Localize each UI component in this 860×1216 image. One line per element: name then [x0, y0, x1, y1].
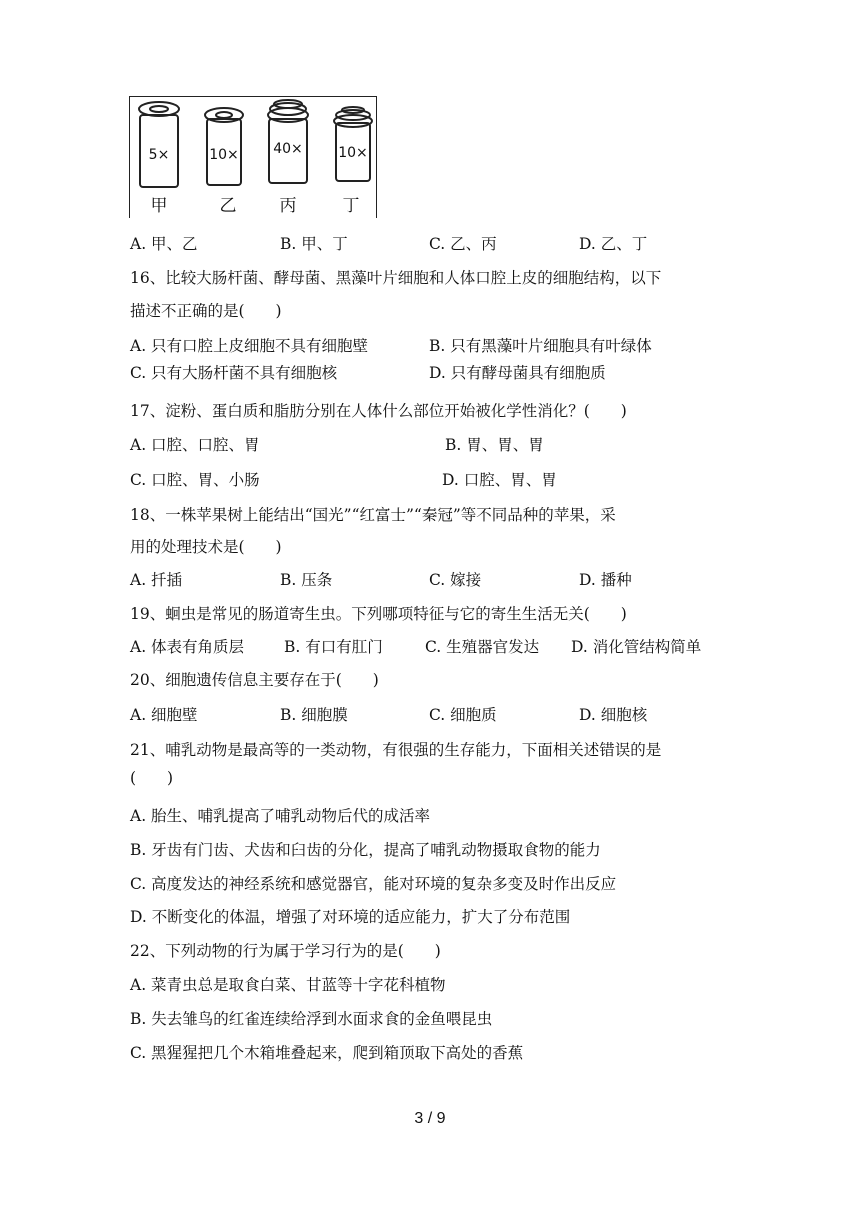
q18-stem-line1: 18、一株苹果树上能结出“国光”“红富士”“秦冠”等不同品种的苹果，采	[130, 506, 616, 524]
q15-option-c: C. 乙、丙	[429, 235, 497, 253]
lens-jia-mag: 5×	[148, 147, 170, 163]
q16-stem-line1: 16、比较大肠杆菌、酵母菌、黑藻叶片细胞和人体口腔上皮的细胞结构，以下	[130, 269, 662, 287]
q22-option-b: B. 失去雏鸟的红雀连续给浮到水面求食的金鱼喂昆虫	[130, 1010, 493, 1028]
lens-jia-label: 甲	[150, 196, 168, 216]
q17-stem: 17、淀粉、蛋白质和脂肪分别在人体什么部位开始被化学性消化？( )	[130, 402, 627, 420]
q16-option-c: C. 只有大肠杆菌不具有细胞核	[130, 364, 338, 382]
q20-option-c: C. 细胞质	[429, 706, 497, 724]
q21-option-c: C. 高度发达的神经系统和感觉器官，能对环境的复杂多变及时作出反应	[130, 875, 617, 893]
q19-option-d: D. 消化管结构简单	[571, 638, 702, 656]
q21-stem-line1: 21、哺乳动物是最高等的一类动物，有很强的生存能力，下面相关述错误的是	[130, 741, 662, 759]
q19-option-b: B. 有口有肛门	[284, 638, 383, 656]
q17-option-a: A. 口腔、口腔、胃	[130, 436, 260, 454]
page-number: 3 / 9	[414, 1110, 446, 1127]
q19-stem: 19、蛔虫是常见的肠道寄生虫。下列哪项特征与它的寄生生活无关( )	[130, 605, 627, 623]
q19-option-a: A. 体表有角质层	[130, 638, 245, 656]
q15-option-a: A. 甲、乙	[130, 235, 198, 253]
lens-ding-mag: 10×	[338, 145, 368, 161]
lens-yi-label: 乙	[219, 196, 237, 216]
q18-option-b: B. 压条	[280, 571, 333, 589]
lens-bing-label: 丙	[279, 196, 297, 216]
q18-option-a: A. 扦插	[130, 571, 183, 589]
q18-option-c: C. 嫁接	[429, 571, 482, 589]
q16-stem-line2: 描述不正确的是( )	[130, 302, 282, 320]
lens-jia-top	[139, 102, 179, 116]
q18-option-d: D. 播种	[579, 571, 632, 589]
q18-stem-line2: 用的处理技术是( )	[130, 538, 282, 556]
q16-option-a: A. 只有口腔上皮细胞不具有细胞壁	[130, 337, 369, 355]
q21-option-a: A. 胎生、哺乳提高了哺乳动物后代的成活率	[130, 807, 431, 825]
q21-stem-line2: ( )	[130, 769, 174, 787]
q17-option-d: D. 口腔、胃、胃	[442, 471, 557, 489]
q15-option-d: D. 乙、丁	[579, 235, 648, 253]
q17-option-c: C. 口腔、胃、小肠	[130, 471, 260, 489]
q15-option-b: B. 甲、丁	[280, 235, 348, 253]
q22-stem: 22、下列动物的行为属于学习行为的是( )	[130, 942, 441, 960]
q20-stem: 20、细胞遗传信息主要存在于( )	[130, 671, 379, 689]
q16-option-d: D. 只有酵母菌具有细胞质	[429, 364, 606, 382]
q20-option-b: B. 细胞膜	[280, 706, 348, 724]
q16-option-b: B. 只有黑藻叶片细胞具有叶绿体	[429, 337, 652, 355]
lens-ding-label: 丁	[342, 196, 360, 216]
lens-yi-mag: 10×	[209, 147, 239, 163]
lens-bing-mag: 40×	[273, 141, 303, 157]
q21-option-d: D. 不断变化的体温，增强了对环境的适应能力，扩大了分布范围	[130, 908, 571, 926]
q20-option-d: D. 细胞核	[579, 706, 648, 724]
q22-option-a: A. 菜青虫总是取食白菜、甘蓝等十字花科植物	[130, 976, 446, 994]
q19-option-c: C. 生殖器官发达	[425, 638, 540, 656]
q22-option-c: C. 黑猩猩把几个木箱堆叠起来，爬到箱顶取下高处的香蕉	[130, 1044, 524, 1062]
objective-lens-figure	[129, 96, 377, 218]
q21-option-b: B. 牙齿有门齿、犬齿和臼齿的分化，提高了哺乳动物摄取食物的能力	[130, 841, 601, 859]
q17-option-b: B. 胃、胃、胃	[445, 436, 544, 454]
q20-option-a: A. 细胞壁	[130, 706, 198, 724]
lens-drawing	[130, 97, 378, 219]
